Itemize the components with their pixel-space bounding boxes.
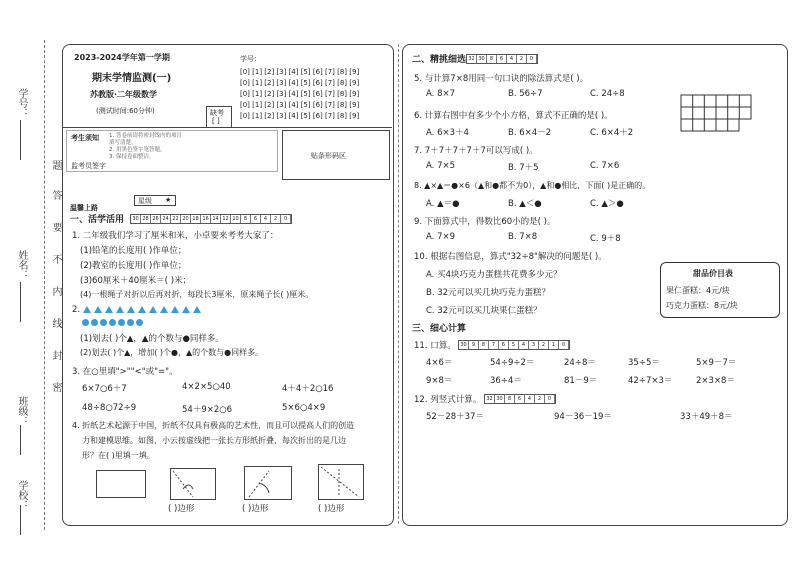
- q11-item-8: 81－9＝: [564, 376, 598, 386]
- page-divider: [398, 44, 399, 524]
- q12-item-1: 52－28＋37＝: [426, 412, 484, 422]
- score-cell: 0: [559, 341, 569, 349]
- name-label: 姓名：: [16, 250, 27, 280]
- price-line-2: 巧克力蛋糕：8元/块: [666, 301, 738, 310]
- score-cell: 2: [539, 341, 549, 349]
- score-cell: 30: [131, 215, 141, 223]
- score-cell: 4: [519, 341, 529, 349]
- score-cell: 24: [161, 215, 171, 223]
- digit-row-5[interactable]: [0] [1] [2] [3] [4] [5] [6] [7] [8] [9]: [240, 112, 360, 120]
- q4-blank-3: ( )边形: [318, 504, 345, 514]
- q11-item-6: 9×8＝: [426, 376, 453, 386]
- q8-opt-b[interactable]: B. ▲＜●: [508, 199, 542, 209]
- price-line-1: 果仁蛋糕：4元/块: [666, 286, 730, 295]
- q3-item-5: 54＋9×2○6: [182, 405, 233, 415]
- q1-4-text: (4)一根绳子对折以后再对折，每段长3厘米，原来绳子长( )厘米。: [80, 290, 314, 299]
- grid-figure: [680, 94, 752, 134]
- seal-char-2: 答: [50, 190, 61, 200]
- circle-icon: [82, 319, 89, 326]
- score-cell: 0: [545, 395, 555, 403]
- absent-label: 缺考: [210, 109, 224, 117]
- circle-icon: [91, 319, 98, 326]
- score-cell: 12: [221, 215, 231, 223]
- section-1-title: 一、活学活用: [70, 215, 125, 225]
- circle-row: [82, 318, 145, 328]
- q12-item-2: 94－36－19＝: [554, 412, 612, 422]
- q1-1-text: (1)铅笔的长度用( )作单位；: [80, 246, 187, 256]
- q10-opt-b[interactable]: B. 32元可以买几块巧克力蛋糕？: [426, 288, 551, 298]
- exam-subtitle: 苏教版·二年级数学: [90, 90, 158, 99]
- q7-opt-b[interactable]: B. 7＋5: [508, 163, 539, 173]
- paper-shape-4: [318, 464, 364, 500]
- q11-item-2: 54÷9÷2＝: [490, 358, 535, 368]
- q9-opt-a[interactable]: A. 7×9: [426, 232, 456, 242]
- triangle-icon: [182, 306, 190, 313]
- q3-item-4: 48÷8○72÷9: [82, 403, 137, 413]
- score-cell: 30: [477, 55, 487, 63]
- score-cell: 4: [261, 215, 271, 223]
- student-no-grid-label: 学号：: [240, 55, 261, 63]
- q2-label: [72, 305, 204, 315]
- score-cell: 0: [281, 215, 291, 223]
- score-cell: 2: [517, 55, 527, 63]
- exam-time: (测试时间:60分钟): [96, 107, 155, 115]
- notes-title: 考生须知: [71, 134, 99, 142]
- score-bar-q11: [458, 340, 570, 350]
- q9-opt-c[interactable]: C. 9＋8: [590, 234, 621, 244]
- q4-line-b: 力和建模思维。如图，小云按虚线把一张长方形纸折叠，每次折出的是几边: [82, 436, 346, 445]
- fold-arrow-icon: [171, 469, 215, 499]
- binding-strip: [0, 0, 60, 561]
- score-cell: 26: [151, 215, 161, 223]
- notes-box: [66, 130, 278, 172]
- q9-text: 9. 下面算式中，得数比60小的是( )。: [414, 217, 556, 227]
- score-cell: 6: [497, 55, 507, 63]
- seal-char-1: 题: [50, 160, 61, 170]
- exam-title: 期末学情监测(一): [92, 73, 172, 84]
- q1-text: 1. 二年级我们学习了厘米和米，小卓要来考考大家了：: [72, 231, 279, 241]
- barcode-area: [282, 130, 390, 180]
- score-cell: 6: [251, 215, 261, 223]
- q10-text: 10. 根据右图信息，算式"32÷8"解决的问题是( )。: [414, 252, 607, 262]
- score-cell: 10: [231, 215, 241, 223]
- fold-arrow-icon: [319, 465, 363, 499]
- barcode-label: 贴条形码区: [311, 152, 346, 160]
- q11-item-1: 4×6＝: [426, 358, 453, 368]
- score-cell: 32: [485, 395, 495, 403]
- notes-line-1: 1. 答卷前请将密封线内的项目: [109, 133, 182, 139]
- q10-opt-c[interactable]: C. 32元可以买几块果仁蛋糕？: [426, 306, 542, 316]
- q4-blank-1: ( )边形: [168, 504, 195, 514]
- q4-blank-2: ( )边形: [242, 504, 269, 514]
- q12-text: 12. 列竖式计算。: [414, 395, 482, 405]
- q11-item-5: 5×9－7＝: [696, 358, 737, 368]
- q5-opt-b[interactable]: B. 56÷7: [508, 89, 543, 99]
- score-cell: 8: [479, 341, 489, 349]
- seal-char-7: 封: [50, 350, 61, 360]
- q2-1-text: (1)划去( )个▲，▲的个数与●同样多。: [80, 334, 224, 344]
- notes-line-2: 填写清楚。: [109, 140, 137, 146]
- q7-opt-c[interactable]: C. 7×6: [590, 161, 620, 171]
- score-cell: 7: [489, 341, 499, 349]
- digit-row-1[interactable]: [0] [1] [2] [3] [4] [5] [6] [7] [8] [9]: [240, 68, 360, 76]
- star-icon: ★: [165, 196, 172, 204]
- score-cell: 1: [549, 341, 559, 349]
- paper-shape-2: [170, 468, 216, 500]
- q3-item-1: 6×7○6＋7: [82, 384, 127, 394]
- q11-item-10: 2×3×8＝: [696, 376, 735, 386]
- q2-number: 2.: [72, 305, 81, 315]
- digit-row-3[interactable]: [0] [1] [2] [3] [4] [5] [6] [7] [8] [9]: [240, 90, 360, 98]
- digit-row-2[interactable]: [0] [1] [2] [3] [4] [5] [6] [7] [8] [9]: [240, 79, 360, 87]
- absent-bracket: [ ]: [212, 117, 220, 125]
- class-label: 班级：: [16, 396, 27, 426]
- q2-2-text: (2)划去( )个▲，增加( )个●，▲的个数与●同样多。: [80, 348, 264, 357]
- q7-text: 7. 7＋7＋7＋7＋7可以写成( )。: [414, 146, 538, 156]
- score-cell: 0: [527, 55, 537, 63]
- score-cell: 22: [171, 215, 181, 223]
- score-cell: 3: [529, 341, 539, 349]
- score-cell: 2: [535, 395, 545, 403]
- triangle-icon: [138, 306, 146, 313]
- q6-opt-b[interactable]: B. 6×4－2: [508, 128, 552, 138]
- triangle-icon: [171, 306, 179, 313]
- q3-item-2: 4×2×5○40: [182, 382, 231, 392]
- score-cell: 32: [467, 55, 477, 63]
- score-cell: 8: [487, 55, 497, 63]
- q1-2-text: (2)教室的长度用( )作单位；: [80, 261, 187, 271]
- level-label: 星级: [138, 197, 152, 205]
- school-label: 学校：: [16, 480, 27, 510]
- teacher-label: 温馨上路: [70, 204, 98, 212]
- score-cell: 28: [141, 215, 151, 223]
- score-bar-right: [466, 54, 538, 64]
- triangle-icon: [160, 306, 168, 313]
- circle-icon: [109, 319, 116, 326]
- triangle-icon: [127, 306, 135, 313]
- triangle-icon: [94, 306, 102, 313]
- q3-item-6: 5×6○4×9: [282, 403, 326, 413]
- digit-row-4[interactable]: [0] [1] [2] [3] [4] [5] [6] [7] [8] [9]: [240, 101, 360, 109]
- student-no-line: [20, 120, 21, 160]
- score-cell: 6: [515, 395, 525, 403]
- q11-text: 11. 口算。: [414, 341, 456, 351]
- student-number-grid: [236, 50, 392, 128]
- q4-line-a: 4. 折纸艺术起源于中国，折纸不仅具有极高的艺术性，而且可以提高人们的创造: [72, 421, 355, 430]
- notes-line-3: 2. 用黑色签字笔答题，: [109, 147, 166, 153]
- notes-line-4: 3. 保持卷面整洁。: [109, 154, 155, 160]
- score-cell: 4: [507, 55, 517, 63]
- class-line: [20, 425, 21, 455]
- seal-char-5: 内: [50, 286, 61, 296]
- score-cell: 20: [181, 215, 191, 223]
- score-cell: 14: [211, 215, 221, 223]
- notes-text: [109, 133, 182, 161]
- triangle-icon: [105, 306, 113, 313]
- triangle-icon: [83, 306, 91, 313]
- header-divider: [62, 127, 392, 128]
- seal-char-4: 不: [50, 254, 61, 264]
- score-cell: 5: [509, 341, 519, 349]
- paper-shape-3: [244, 466, 292, 500]
- sign-label: 监考员签字: [71, 162, 106, 170]
- absent-box[interactable]: [206, 106, 232, 128]
- level-box: [134, 195, 176, 206]
- term-text: 2023-2024学年第一学期: [74, 53, 170, 62]
- q8-opt-a[interactable]: A. ▲＝●: [426, 199, 460, 209]
- q3-text: 3. 在○里填">""<"或"="。: [72, 367, 178, 377]
- q12-item-3: 33＋49＋8＝: [680, 412, 733, 422]
- triangle-icon: [193, 306, 201, 313]
- score-cell: 2: [271, 215, 281, 223]
- circle-icon: [127, 319, 134, 326]
- score-cell: 8: [505, 395, 515, 403]
- q9-opt-b[interactable]: B. 7×8: [508, 232, 538, 242]
- circle-icon: [100, 319, 107, 326]
- q6-text: 6. 计算右图中有多少个小方格，算式不正确的是( )。: [414, 111, 613, 121]
- q6-opt-a[interactable]: A. 6×3＋4: [426, 128, 469, 138]
- seal-char-8: 密: [50, 382, 61, 392]
- price-title: 甜品价目表: [693, 269, 733, 278]
- q10-opt-a[interactable]: A. 买4块巧克力蛋糕共花费多少元？: [426, 270, 562, 280]
- seal-cut-line: [44, 40, 45, 530]
- seal-char-6: 线: [50, 318, 61, 328]
- q11-item-3: 24÷8＝: [564, 358, 596, 368]
- name-line: [20, 282, 21, 322]
- student-no-label: 学号：: [16, 88, 27, 118]
- q7-opt-a[interactable]: A. 7×5: [426, 161, 456, 171]
- score-cell: 4: [525, 395, 535, 403]
- circle-icon: [118, 319, 125, 326]
- q4-line-c: 形？在( )里填一填。: [82, 451, 155, 460]
- q8-opt-c[interactable]: C. ▲＞●: [590, 199, 624, 209]
- score-cell: 6: [499, 341, 509, 349]
- q11-item-4: 35÷5＝: [628, 358, 660, 368]
- school-line: [20, 505, 21, 535]
- q5-opt-a[interactable]: A. 8×7: [426, 89, 456, 99]
- q11-item-9: 42÷7×3＝: [628, 376, 673, 386]
- score-cell: 9: [469, 341, 479, 349]
- price-list: [660, 262, 780, 318]
- q5-text: 5. 与计算7×8用同一句口诀的除法算式是( )。: [414, 74, 589, 84]
- seal-char-3: 要: [50, 222, 61, 232]
- paper-shape-1: [96, 470, 146, 498]
- circle-icon: [136, 319, 143, 326]
- score-cell: 30: [459, 341, 469, 349]
- score-bar-left: [130, 214, 292, 224]
- q11-item-7: 36÷4＝: [490, 376, 522, 386]
- score-bar-q12: [484, 394, 556, 404]
- triangle-icon: [116, 306, 124, 313]
- triangle-row: [83, 305, 204, 315]
- q1-3-text: (3)60厘米＋40厘米＝( )米；: [80, 276, 192, 286]
- fold-arrow-icon: [245, 467, 291, 499]
- q6-opt-c[interactable]: C. 6×4＋2: [590, 128, 634, 138]
- score-cell: 16: [201, 215, 211, 223]
- q8-text: 8. ▲×▲＝●×6（▲和●都不为0），▲和●相比，下面( )是正确的。: [414, 181, 651, 190]
- triangle-icon: [149, 306, 157, 313]
- score-cell: 8: [241, 215, 251, 223]
- score-cell: 30: [495, 395, 505, 403]
- q5-opt-c[interactable]: C. 24÷8: [590, 89, 625, 99]
- score-cell: 18: [191, 215, 201, 223]
- q3-item-3: 4＋4＋2○16: [282, 384, 334, 394]
- section-2-title: 二、精挑细选: [412, 55, 467, 65]
- section-3-title: 三、细心计算: [412, 324, 467, 334]
